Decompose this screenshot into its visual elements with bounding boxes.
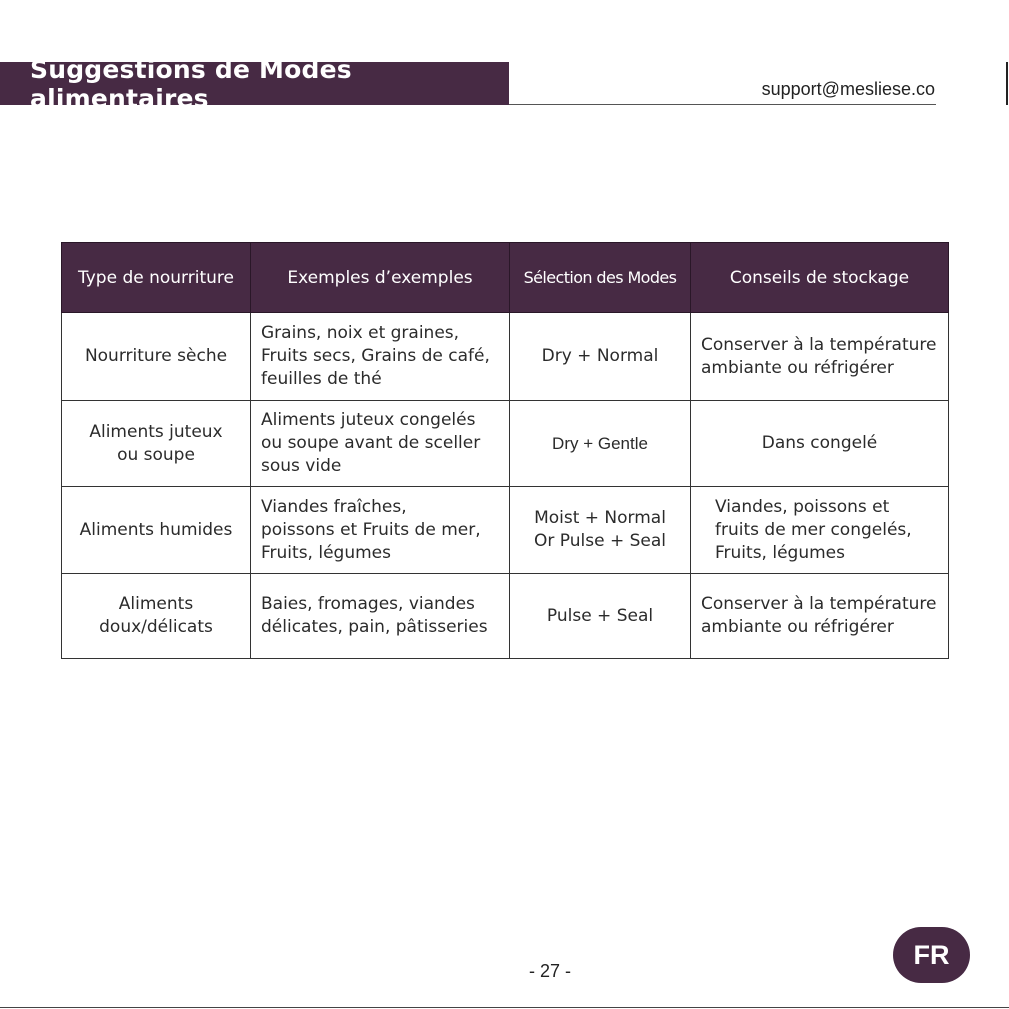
cell-food-type: Aliments humides <box>62 487 251 574</box>
cell-food-type: Aliments juteux ou soupe <box>62 401 251 487</box>
table-row <box>62 313 949 401</box>
food-mode-table <box>61 242 949 659</box>
page-title-bar <box>0 54 509 113</box>
page-edge-mark <box>1006 62 1008 105</box>
cell-food-type: Nourriture sèche <box>62 313 251 401</box>
page-title: Suggestions de Modes alimentaires <box>30 54 352 113</box>
footer-divider <box>0 1007 1009 1008</box>
cell-storage: Viandes, poissons et fruits de mer congelés, Fruits, légumes <box>691 487 949 574</box>
support-email: support@mesliese.co <box>761 79 935 99</box>
cell-storage: Dans congelé <box>691 401 949 487</box>
column-header-mode-selection: Sélection des Modes <box>510 243 691 313</box>
cell-examples: Aliments juteux congelés ou soupe avant de sceller sous vide <box>251 401 510 487</box>
column-header-food-type: Type de nourriture <box>62 243 251 313</box>
language-badge: FR <box>893 927 970 983</box>
table-row <box>62 487 949 574</box>
page-number: - 27 - <box>528 961 571 981</box>
table-row <box>62 574 949 659</box>
column-header-examples: Exemples d’exemples <box>251 243 510 313</box>
cell-mode: Moist + Normal Or Pulse + Seal <box>510 487 691 574</box>
column-header-storage-tips: Conseils de stockage <box>691 243 949 313</box>
table-header-row <box>62 243 949 313</box>
cell-mode: Dry + Gentle <box>510 401 691 487</box>
cell-mode: Dry + Normal <box>510 313 691 401</box>
cell-food-type: Aliments doux/délicats <box>62 574 251 659</box>
table-row <box>62 401 949 487</box>
cell-examples: Baies, fromages, viandes délicates, pain, pâtisseries <box>251 574 510 659</box>
cell-storage: Conserver à la température ambiante ou réfrigérer <box>691 313 949 401</box>
header-divider <box>509 104 936 105</box>
cell-examples: Grains, noix et graines, Fruits secs, Grains de café, feuilles de thé <box>251 313 510 401</box>
cell-mode: Pulse + Seal <box>510 574 691 659</box>
cell-examples: Viandes fraîches, poissons et Fruits de mer, Fruits, légumes <box>251 487 510 574</box>
cell-storage: Conserver à la température ambiante ou réfrigérer <box>691 574 949 659</box>
